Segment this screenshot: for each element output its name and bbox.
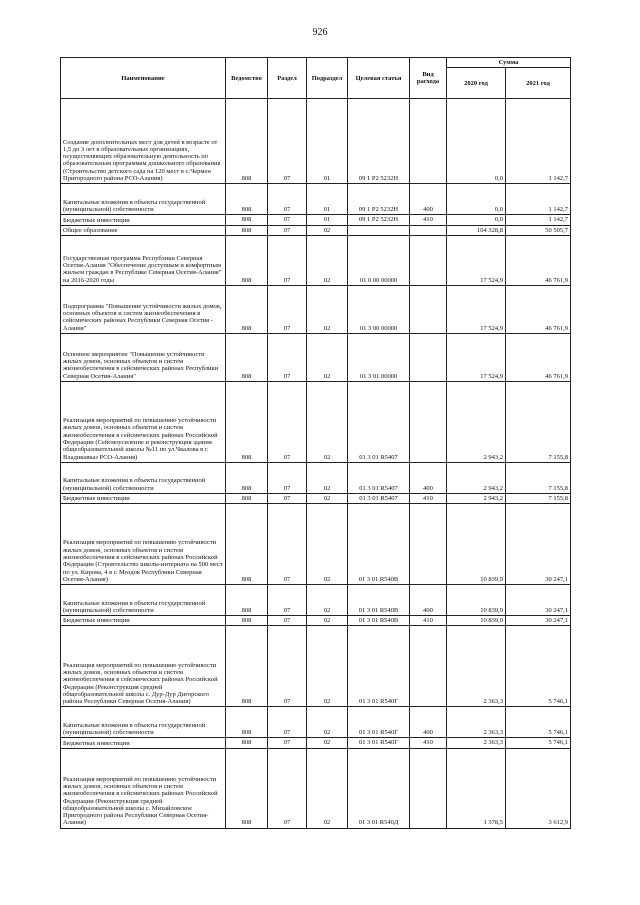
row-name-text: Капитальные вложения в объекты государственной (муниципальной) собственности [63, 599, 206, 614]
table-row [61, 585, 571, 616]
row-section: 07 [268, 707, 307, 738]
row-name-text: Бюджетные инвестиции [63, 617, 130, 625]
row-name-text: Реализация мероприятий по повышению устойчивости жилых домов, основных объектов и систем жизнеобеспечения в сейсмических районах Российской Федерации (Сейсмоусиление и реконструкция здания общеобразовательной школы №11 по ул.Чкалова в г. Владикавказ РСО-Алания) [63, 417, 218, 461]
row-subsection: 02 [307, 462, 348, 493]
table-row [61, 381, 571, 462]
row-name [61, 707, 226, 738]
table-row [61, 285, 571, 333]
row-target: 01 3 01 R540В [348, 504, 410, 585]
row-name [61, 585, 226, 616]
row-target: 01 3 01 R540Г [348, 626, 410, 707]
row-name-text: Общее образование [63, 226, 118, 234]
table-row [61, 626, 571, 707]
row-expense-type: 410 [410, 215, 447, 225]
row-2020: 17 524,9 [447, 235, 506, 285]
row-section: 07 [268, 462, 307, 493]
row-name [61, 626, 226, 707]
header-2020: 2020 год [447, 68, 506, 99]
row-expense-type [410, 225, 447, 235]
row-target: 01 3 01 R540Г [348, 738, 410, 748]
row-2020: 2 363,3 [447, 626, 506, 707]
row-subsection: 02 [307, 225, 348, 235]
row-name-text: Реализация мероприятий по повышению устойчивости жилых домов, основных объектов и систем жизнеобеспечения в сейсмических районах Российской Федерации (Строительство школы-интерната на 500 мест по ул. Кирова, 4 в г. Моздок Республики Северная Осетия-Алания) [63, 539, 223, 583]
row-section: 07 [268, 585, 307, 616]
table-row [61, 462, 571, 493]
row-dept: 808 [226, 493, 268, 503]
row-name-text: Реализация мероприятий по повышению устойчивости жилых домов, основных объектов и систем жизнеобеспечения в сейсмических районах Российской Федерации (Реконструкция средней общеобразовательной школы с. Дур-Дур Дигорского района Республики Северная Осетия-Алания) [63, 661, 218, 706]
row-subsection: 02 [307, 381, 348, 462]
row-subsection: 01 [307, 215, 348, 225]
row-target: 01 0 00 00000 [348, 235, 410, 285]
row-name [61, 748, 226, 828]
row-expense-type [410, 285, 447, 333]
row-target: 09 1 P2 5232Н [348, 184, 410, 215]
row-2020: 2 363,3 [447, 738, 506, 748]
row-2021: 30 247,1 [506, 504, 571, 585]
row-subsection: 02 [307, 235, 348, 285]
row-expense-type [410, 381, 447, 462]
row-dept: 808 [226, 707, 268, 738]
row-name [61, 462, 226, 493]
row-2020: 0,0 [447, 215, 506, 225]
row-name [61, 493, 226, 503]
row-dept: 808 [226, 285, 268, 333]
row-2021: 46 761,9 [506, 285, 571, 333]
table-body [61, 99, 571, 828]
row-section: 07 [268, 738, 307, 748]
row-subsection: 02 [307, 707, 348, 738]
table-row [61, 738, 571, 748]
row-section: 07 [268, 215, 307, 225]
row-target: 01 3 01 R5407 [348, 381, 410, 462]
row-expense-type: 400 [410, 184, 447, 215]
table-row [61, 225, 571, 235]
row-name [61, 381, 226, 462]
table-row [61, 504, 571, 585]
row-2021: 50 505,7 [506, 225, 571, 235]
row-dept: 808 [226, 462, 268, 493]
row-2021: 46 761,9 [506, 333, 571, 381]
row-subsection: 02 [307, 626, 348, 707]
row-name-text: Создание дополнительных мест для детей в возрасте от 1,5 до 3 лет в образовательных организациях, осуществляющих образовательную деятельность по образовательным программам дошкольного образования (Строительство детского сада на 120 мест в с.Чермен Пригородного района РСО-Алания) [63, 138, 221, 182]
row-expense-type [410, 626, 447, 707]
table-row [61, 616, 571, 626]
row-section: 07 [268, 235, 307, 285]
row-2020: 2 363,3 [447, 707, 506, 738]
row-2020: 104 328,8 [447, 225, 506, 235]
row-2021: 30 247,1 [506, 585, 571, 616]
header-subsection: Подраздел [307, 58, 348, 99]
row-2021: 7 155,8 [506, 462, 571, 493]
row-expense-type: 400 [410, 585, 447, 616]
header-2021: 2021 год [506, 68, 571, 99]
row-2021: 30 247,1 [506, 616, 571, 626]
header-dept: Ведомство [226, 58, 268, 99]
row-name-text: Бюджетные инвестиции [63, 216, 130, 224]
row-dept: 808 [226, 626, 268, 707]
table-row [61, 748, 571, 828]
row-expense-type: 400 [410, 707, 447, 738]
row-2021: 5 746,1 [506, 626, 571, 707]
row-dept: 808 [226, 215, 268, 225]
table-row [61, 493, 571, 503]
row-subsection: 02 [307, 748, 348, 828]
row-2020: 17 524,9 [447, 285, 506, 333]
row-subsection: 02 [307, 333, 348, 381]
row-section: 07 [268, 616, 307, 626]
table-row [61, 333, 571, 381]
row-2021: 1 142,7 [506, 184, 571, 215]
row-subsection: 01 [307, 184, 348, 215]
row-name [61, 616, 226, 626]
row-name [61, 235, 226, 285]
row-name-text: Реализация мероприятий по повышению устойчивости жилых домов, основных объектов и систем жизнеобеспечения в сейсмических районах Российской Федерации (Реконструкция средней общеобразовательной школы с. Михайловское Пригородного района Республики Северная Осетия-Алания) [63, 775, 218, 827]
row-name-text: Капитальные вложения в объекты государственной (муниципальной) собственности [63, 198, 206, 213]
row-section: 07 [268, 285, 307, 333]
row-2020: 2 943,2 [447, 493, 506, 503]
row-dept: 808 [226, 748, 268, 828]
row-2020: 2 943,2 [447, 462, 506, 493]
row-name [61, 99, 226, 184]
row-expense-type [410, 235, 447, 285]
row-section: 07 [268, 504, 307, 585]
row-2021: 1 142,7 [506, 99, 571, 184]
table-header [61, 58, 571, 99]
row-section: 07 [268, 748, 307, 828]
row-dept: 808 [226, 616, 268, 626]
row-subsection: 02 [307, 493, 348, 503]
row-target: 01 3 01 R540В [348, 616, 410, 626]
row-name-text: Основное мероприятие "Повышение устойчивости жилых домов, основных объектов и систем жизнеобеспечения в сейсмических районах Республики Северная Осетия-Алания" [63, 350, 219, 380]
row-2020: 0,0 [447, 99, 506, 184]
row-section: 07 [268, 626, 307, 707]
row-target: 01 3 01 R540Г [348, 707, 410, 738]
row-dept: 808 [226, 381, 268, 462]
row-2021: 7 155,8 [506, 493, 571, 503]
row-name [61, 184, 226, 215]
row-target: 09 1 P2 5232Н [348, 215, 410, 225]
row-2021: 5 746,1 [506, 738, 571, 748]
row-subsection: 02 [307, 616, 348, 626]
header-sums: Сумма [447, 58, 571, 68]
row-name-text: Подпрограмма "Повышение устойчивости жилых домов, основных объектов и систем жизнеобеспечения в сейсмических районах Республики Северная Осетия - Алания" [63, 302, 222, 332]
header-name: Наименование [61, 58, 226, 99]
row-name-text: Бюджетные инвестиции [63, 495, 130, 503]
row-subsection: 01 [307, 99, 348, 184]
row-2020: 0,0 [447, 184, 506, 215]
row-name-text: Капитальные вложения в объекты государственной (муниципальной) собственности [63, 477, 206, 492]
page-number: 926 [312, 27, 328, 38]
row-expense-type [410, 504, 447, 585]
row-2021: 7 155,8 [506, 381, 571, 462]
row-expense-type: 400 [410, 462, 447, 493]
table-row [61, 99, 571, 184]
row-2021: 46 761,9 [506, 235, 571, 285]
row-section: 07 [268, 99, 307, 184]
row-2021: 5 746,1 [506, 707, 571, 738]
row-expense-type [410, 333, 447, 381]
row-target [348, 225, 410, 235]
row-name [61, 225, 226, 235]
row-section: 07 [268, 225, 307, 235]
row-2020: 1 378,5 [447, 748, 506, 828]
header-target: Целевая статья [348, 58, 410, 99]
row-name-text: Бюджетные инвестиции [63, 739, 130, 747]
row-section: 07 [268, 493, 307, 503]
row-2020: 10 839,9 [447, 585, 506, 616]
row-subsection: 02 [307, 504, 348, 585]
row-expense-type [410, 748, 447, 828]
table-row [61, 184, 571, 215]
row-target: 01 3 01 R540В [348, 585, 410, 616]
row-expense-type: 410 [410, 616, 447, 626]
row-target: 01 3 00 00000 [348, 285, 410, 333]
row-subsection: 02 [307, 738, 348, 748]
row-2021: 3 612,9 [506, 748, 571, 828]
row-section: 07 [268, 381, 307, 462]
row-dept: 808 [226, 235, 268, 285]
row-section: 07 [268, 184, 307, 215]
row-2020: 17 524,9 [447, 333, 506, 381]
header-section: Раздел [268, 58, 307, 99]
row-2020: 10 839,9 [447, 504, 506, 585]
table-row [61, 215, 571, 225]
row-name [61, 215, 226, 225]
row-expense-type [410, 99, 447, 184]
row-2021: 1 142,7 [506, 215, 571, 225]
header-expense-type: Вид расхода [410, 58, 447, 99]
row-name-text: Государственная программа Республики Северная Осетия-Алания "Обеспечение доступным и комфортным жильем граждан в Республике Северная Осетия-Алания" на 2016-2020 годы [63, 254, 222, 284]
row-section: 07 [268, 333, 307, 381]
row-target: 01 3 01 R5407 [348, 493, 410, 503]
row-target: 01 3 01 R5407 [348, 462, 410, 493]
row-subsection: 02 [307, 585, 348, 616]
row-dept: 808 [226, 738, 268, 748]
row-name [61, 285, 226, 333]
row-dept: 808 [226, 99, 268, 184]
row-dept: 808 [226, 184, 268, 215]
row-dept: 808 [226, 504, 268, 585]
row-target: 01 3 01 R540Д [348, 748, 410, 828]
row-dept: 808 [226, 333, 268, 381]
row-expense-type: 410 [410, 493, 447, 503]
row-name [61, 333, 226, 381]
budget-table [60, 57, 571, 829]
row-name [61, 738, 226, 748]
row-target: 09 1 P2 5232Н [348, 99, 410, 184]
row-2020: 10 839,9 [447, 616, 506, 626]
row-subsection: 02 [307, 285, 348, 333]
row-target: 01 3 01 00000 [348, 333, 410, 381]
row-name [61, 504, 226, 585]
table-row [61, 707, 571, 738]
row-dept: 808 [226, 225, 268, 235]
table-row [61, 235, 571, 285]
row-dept: 808 [226, 585, 268, 616]
row-2020: 2 943,2 [447, 381, 506, 462]
row-name-text: Капитальные вложения в объекты государственной (муниципальной) собственности [63, 721, 206, 737]
row-expense-type: 410 [410, 738, 447, 748]
